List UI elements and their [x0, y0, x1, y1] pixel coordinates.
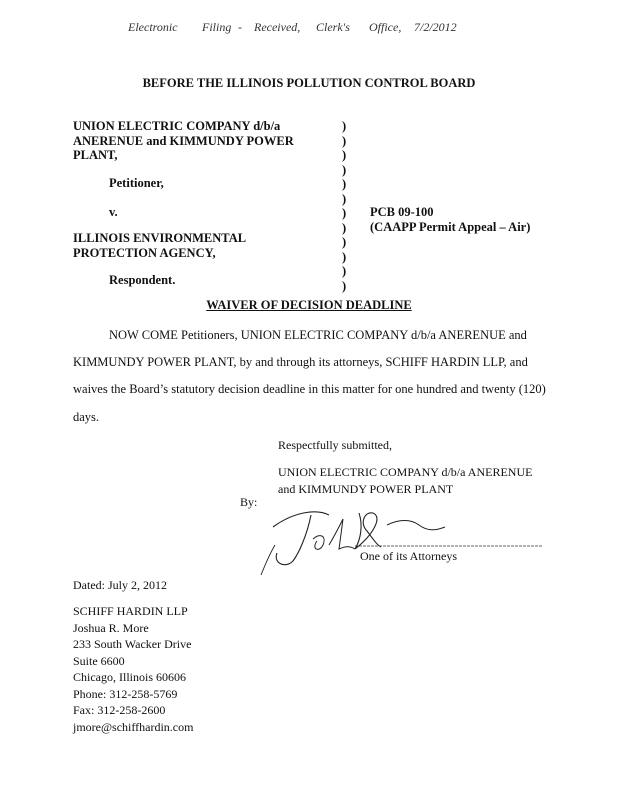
respondent-name-line: ILLINOIS ENVIRONMENTAL: [73, 231, 247, 245]
case-block: [370, 205, 530, 234]
by-label: By:: [240, 495, 258, 509]
firm-line: SCHIFF HARDIN LLP: [73, 604, 188, 618]
signatory-line: UNION ELECTRIC COMPANY d/b/a ANERENUE: [278, 465, 533, 479]
case-type: (CAAPP Permit Appeal – Air): [370, 219, 531, 234]
firm-line: Fax: 312-258-2600: [73, 703, 166, 717]
case-number: PCB 09-100: [370, 205, 434, 219]
caption-divider: ) ) ) ) ) ) ) ) ) ) ) ): [342, 119, 347, 293]
dated: Dated: July 2, 2012: [73, 578, 167, 592]
versus: v.: [109, 205, 118, 219]
firm-block: [73, 603, 193, 735]
stamp-word: Received,: [254, 20, 301, 34]
firm-line: Suite 6600: [73, 653, 125, 668]
firm-email[interactable]: jmore@schiffhardin.com: [73, 719, 194, 734]
stamp-date: 7/2/2012: [414, 20, 457, 34]
petitioner-name-line: UNION ELECTRIC COMPANY d/b/a: [73, 119, 281, 133]
stamp-word: Clerk's: [316, 20, 350, 34]
respondent-role: Respondent.: [109, 273, 176, 287]
stamp-word: Filing: [202, 20, 232, 34]
stamp-word: -: [238, 20, 242, 34]
signatory-line: and KIMMUNDY POWER PLANT: [278, 481, 454, 496]
body-line: waives the Board’s statutory decision deadline in this matter for one hundred and twenty (120): [73, 382, 546, 396]
document-title: WAIVER OF DECISION DEADLINE: [206, 298, 412, 312]
firm-line: Joshua R. More: [73, 620, 149, 635]
firm-line: Phone: 312-258-5769: [73, 686, 178, 701]
body-line: days.: [73, 410, 100, 424]
respondent-name: [73, 231, 246, 260]
petitioner-name-line: PLANT,: [73, 148, 118, 162]
signature-caption: One of its Attorneys: [360, 549, 457, 563]
petitioner-name: [73, 119, 294, 163]
stamp-word: Electronic: [128, 20, 178, 34]
stamp-word: Office,: [369, 20, 402, 34]
signature-mark: [255, 505, 545, 585]
court-title: BEFORE THE ILLINOIS POLLUTION CONTROL BOARD: [142, 76, 476, 90]
firm-line: Chicago, Illinois 60606: [73, 670, 186, 684]
body-line: KIMMUNDY POWER PLANT, by and through its attorneys, SCHIFF HARDIN LLP, and: [73, 355, 528, 369]
closing: Respectfully submitted,: [278, 438, 392, 452]
signatory: [278, 464, 532, 497]
petitioner-name-line: ANERENUE and KIMMUNDY POWER: [73, 133, 294, 148]
petitioner-role: Petitioner,: [109, 176, 164, 190]
respondent-name-line: PROTECTION AGENCY,: [73, 245, 216, 260]
firm-line: 233 South Wacker Drive: [73, 637, 192, 651]
body-line: NOW COME Petitioners, UNION ELECTRIC COMPANY d/b/a ANERENUE and: [109, 328, 527, 342]
